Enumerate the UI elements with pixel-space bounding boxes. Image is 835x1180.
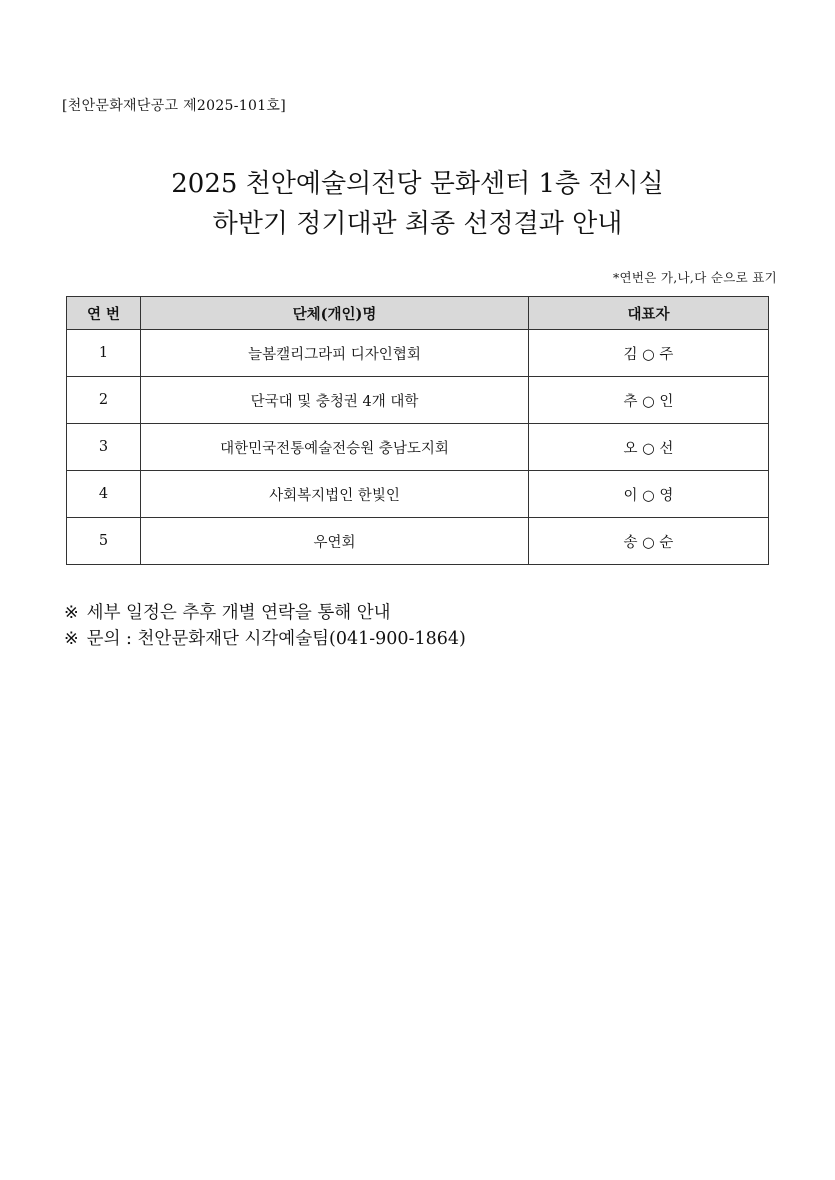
header-number: 연 번	[67, 297, 141, 330]
row-representative: 오 ○ 선	[529, 424, 769, 471]
row-organization-name: 단국대 및 충청권 4개 대학	[141, 377, 529, 424]
row-representative: 김 ○ 주	[529, 330, 769, 377]
row-number: 5	[67, 518, 141, 565]
header-representative: 대표자	[529, 297, 769, 330]
footnote-contact	[64, 626, 466, 652]
reference-mark-icon: ※	[64, 603, 79, 623]
row-representative: 추 ○ 인	[529, 377, 769, 424]
document-title-line-2: 하반기 정기대관 최종 선정결과 안내	[212, 209, 623, 239]
row-representative: 이 ○ 영	[529, 471, 769, 518]
footnotes	[64, 600, 466, 652]
row-number: 1	[67, 330, 141, 377]
table-row	[67, 424, 769, 471]
footnote-schedule	[64, 600, 466, 626]
row-representative: 송 ○ 순	[529, 518, 769, 565]
header-organization-name: 단체(개인)명	[141, 297, 529, 330]
notice-number: [천안문화재단공고 제2025-101호]	[62, 98, 286, 114]
row-number: 4	[67, 471, 141, 518]
row-organization-name: 사회복지법인 한빛인	[141, 471, 529, 518]
row-organization-name: 늘봄캘리그라피 디자인협회	[141, 330, 529, 377]
row-number: 3	[67, 424, 141, 471]
reference-mark-icon: ※	[64, 629, 79, 649]
footnote-text: 문의 : 천안문화재단 시각예술팀(041-900-1864)	[86, 629, 466, 649]
row-organization-name: 우연회	[141, 518, 529, 565]
row-number: 2	[67, 377, 141, 424]
table-row	[67, 471, 769, 518]
selection-results-table	[66, 296, 769, 565]
row-organization-name: 대한민국전통예술전승원 충남도지회	[141, 424, 529, 471]
table-header-row	[67, 297, 769, 330]
sort-order-note: *연번은 가,나,다 순으로 표기	[612, 270, 777, 285]
table-row	[67, 330, 769, 377]
table-row	[67, 377, 769, 424]
table-row	[67, 518, 769, 565]
document-title-line-1: 2025 천안예술의전당 문화센터 1층 전시실	[171, 169, 664, 199]
footnote-text: 세부 일정은 추후 개별 연락을 통해 안내	[86, 603, 391, 623]
